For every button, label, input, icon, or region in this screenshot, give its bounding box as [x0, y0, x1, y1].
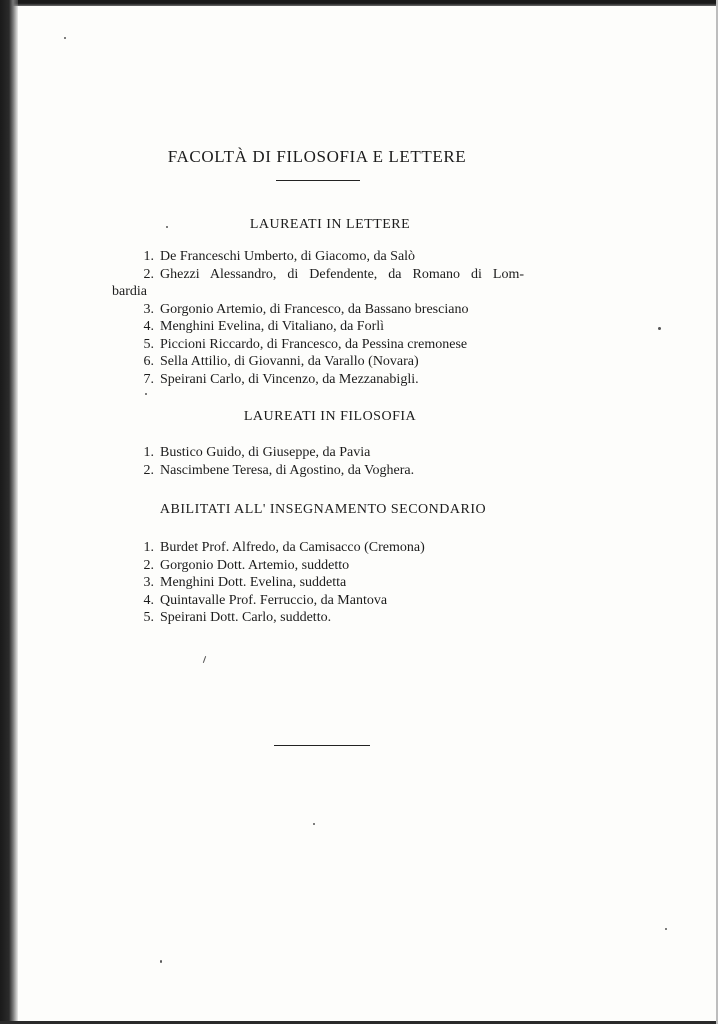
scan-speck [658, 327, 661, 330]
item-number: 7. [143, 371, 154, 387]
item-text: Nascimbene Teresa, di Agostino, da Voghera. [160, 462, 415, 478]
list-item [0, 248, 560, 266]
qualified-teachers-list [0, 539, 560, 627]
item-number: 2. [143, 462, 154, 478]
list-item [0, 301, 560, 319]
list-item [0, 336, 560, 354]
list-item-continuation [0, 283, 560, 301]
list-item [0, 444, 560, 462]
item-number: 2. [143, 266, 154, 282]
scan-speck [160, 960, 162, 963]
item-text: De Franceschi Umberto, di Giacomo, da Salò [160, 249, 416, 264]
scan-speck [64, 37, 66, 39]
item-number: 5. [143, 336, 154, 352]
item-text: Menghini Dott. Evelina, suddetta [160, 575, 347, 590]
section-heading-abilitati: ABILITATI ALL' INSEGNAMENTO SECONDARIO [159, 502, 487, 517]
list-item [0, 353, 560, 371]
item-text: Ghezzi Alessandro, di Defendente, da Romano di Lom- [160, 266, 524, 282]
list-item [0, 318, 560, 336]
item-text-continuation: bardia [112, 284, 147, 299]
list-item [0, 462, 560, 480]
item-number: 3. [143, 575, 154, 590]
graduates-philosophy-list [0, 444, 560, 479]
item-text: Bustico Guido, di Giuseppe, da Pavia [160, 445, 371, 460]
item-text: Gorgonio Artemio, di Francesco, da Bassano bresciano [160, 301, 469, 317]
item-text: Burdet Prof. Alfredo, da Camisacco (Cremona) [160, 540, 425, 555]
list-item [0, 266, 560, 284]
scan-edge-top [0, 0, 718, 6]
item-number: 1. [143, 249, 154, 264]
list-item [0, 592, 560, 610]
item-number: 3. [143, 301, 154, 317]
scan-speck [203, 656, 206, 663]
list-item [0, 371, 560, 389]
item-number: 1. [143, 540, 154, 555]
item-number: 6. [143, 354, 154, 369]
item-text: Speirani Carlo, di Vincenzo, da Mezzanabigli. [160, 371, 419, 387]
item-text: Gorgonio Dott. Artemio, suddetto [160, 557, 350, 573]
item-text: Quintavalle Prof. Ferruccio, da Mantova [160, 592, 388, 608]
list-item [0, 609, 560, 627]
title-divider [276, 180, 360, 181]
scan-speck [145, 393, 147, 395]
item-number: 4. [143, 319, 154, 334]
section-heading-lettere: LAUREATI IN LETTERE [249, 217, 411, 232]
end-divider [274, 745, 370, 746]
item-number: 1. [143, 445, 154, 460]
item-number: 4. [143, 592, 154, 608]
scan-speck [313, 823, 315, 825]
scan-speck [665, 928, 667, 930]
section-heading-filosofia: LAUREATI IN FILOSOFIA [243, 409, 417, 424]
list-item [0, 574, 560, 592]
item-text: Speirani Dott. Carlo, suddetto. [160, 610, 332, 625]
graduates-letters-list [0, 248, 560, 388]
page-title: FACOLTÀ DI FILOSOFIA E LETTERE [167, 147, 467, 166]
list-item [0, 539, 560, 557]
item-text: Piccioni Riccardo, di Francesco, da Pessina cremonese [160, 336, 468, 352]
list-item [0, 557, 560, 575]
item-number: 5. [143, 610, 154, 625]
item-number: 2. [143, 557, 154, 573]
item-text: Sella Attilio, di Giovanni, da Varallo (Novara) [160, 354, 419, 369]
item-text: Menghini Evelina, di Vitaliano, da Forlì [160, 319, 385, 334]
